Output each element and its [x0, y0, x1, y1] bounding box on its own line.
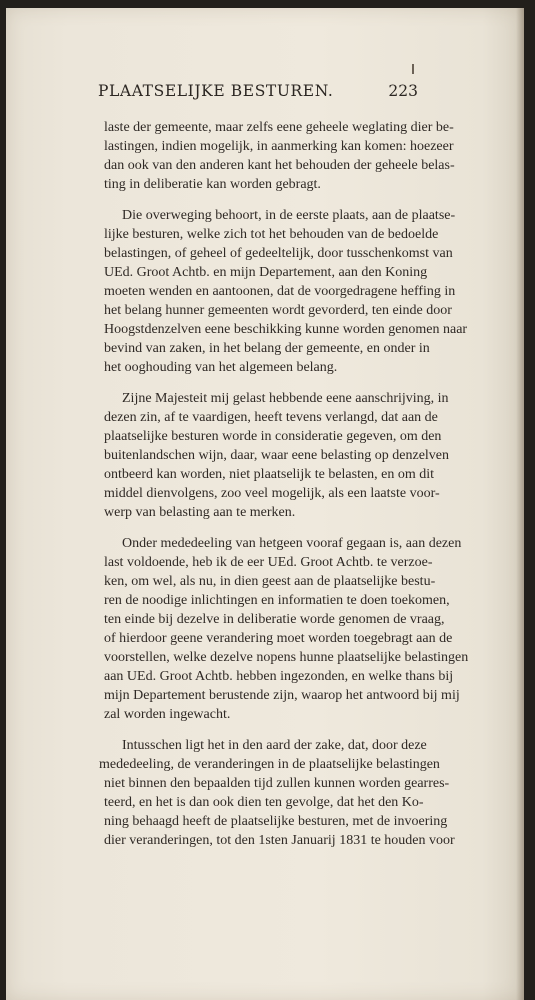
paragraph-5: [99, 736, 455, 850]
text-line: dier veranderingen, tot den 1sten Januarij 1831 te houden voor: [104, 833, 455, 848]
text-line: buitenlandschen wijn, daar, waar eene belasting op denzelven: [104, 448, 450, 463]
text-line: dezen zin, af te vaardigen, heeft tevens verlangd, dat aan de: [104, 410, 438, 425]
text-line: niet binnen den bepaalden tijd zullen kunnen worden gearres-: [104, 776, 450, 791]
paragraph-3: [104, 389, 450, 522]
text-line: ten einde bij dezelve in deliberatie worde genomen de vraag,: [104, 612, 445, 627]
text-line: moeten wenden en aantoonen, dat de voorgedragene heffing in: [104, 284, 456, 299]
text-line: mededeeling, de veranderingen in de plaatselijke belastingen: [99, 757, 440, 772]
paragraph-1: [104, 118, 455, 194]
text-line: Intusschen ligt het in den aard der zake, dat, door deze: [122, 738, 427, 753]
text-line: belastingen, of geheel of gedeeltelijk, door tusschenkomst van: [104, 246, 453, 261]
text-line: ren de noodige inlichtingen en informatien te doen toekomen,: [104, 593, 450, 608]
text-line: laste der gemeente, maar zelfs eene geheele weglating dier be-: [104, 120, 454, 135]
paragraph-4: [104, 534, 469, 724]
text-line: het belang hunner gemeenten wordt gevorderd, ten einde door: [104, 303, 452, 318]
text-line: lijke besturen, welke zich tot het behouden van de bedoelde: [104, 227, 439, 242]
text-line: zal worden ingewacht.: [104, 707, 231, 722]
text-line: Hoogstdenzelven eene beschikking kunne worden genomen naar: [104, 322, 468, 337]
text-line: Onder mededeeling van hetgeen vooraf gegaan is, aan dezen: [122, 536, 462, 551]
text-line: teerd, en het is dan ook dien ten gevolge, dat het den Ko-: [104, 795, 424, 810]
text-line: voorstellen, welke dezelve nopens hunne plaatselijke belastingen: [104, 650, 469, 665]
text-line: last voldoende, heb ik de eer UEd. Groot Achtb. te verzoe-: [104, 555, 433, 570]
text-line: ning behaagd heeft de plaatselijke besturen, met de invoering: [104, 814, 448, 829]
running-head: PLAATSELIJKE BESTUREN.: [98, 82, 334, 100]
text-line: ken, om wel, als nu, in dien geest aan de plaatselijke bestu-: [104, 574, 436, 589]
text-line: UEd. Groot Achtb. en mijn Departement, aan den Koning: [104, 265, 428, 280]
paragraph-2: [104, 206, 468, 377]
text-line: dan ook van den anderen kant het behouden der geheele belas-: [104, 158, 455, 173]
page-gutter-shadow: [516, 8, 524, 1000]
text-line: werp van belasting aan te merken.: [104, 505, 296, 520]
ink-mark: [412, 64, 414, 74]
page-number: 223: [388, 82, 418, 100]
text-line: ting in deliberatie kan worden gebragt.: [104, 177, 321, 192]
text-line: Die overweging behoort, in de eerste plaats, aan de plaatse-: [122, 208, 456, 223]
text-line: plaatselijke besturen worde in consideratie gegeven, om den: [104, 429, 442, 444]
text-line: of hierdoor geene verandering moet worden toegebragt aan de: [104, 631, 453, 646]
text-line: lastingen, indien mogelijk, in aanmerking kan komen: hoezeer: [104, 139, 454, 154]
text-line: Zijne Majesteit mij gelast hebbende eene aanschrijving, in: [122, 391, 449, 406]
text-line: middel dienvolgens, zoo veel mogelijk, als een laatste voor-: [104, 486, 440, 501]
text-line: ontbeerd kan worden, niet plaatselijk te belasten, en om dit: [104, 467, 435, 482]
text-line: het ooghouding van het algemeen belang.: [104, 360, 338, 375]
text-line: aan UEd. Groot Achtb. hebben ingezonden, en welke thans bij: [104, 669, 454, 684]
text-line: bevind van zaken, in het belang der gemeente, en onder in: [104, 341, 430, 356]
body-text: [99, 118, 469, 862]
text-line: mijn Departement berustende zijn, waarop het antwoord bij mij: [104, 688, 460, 703]
